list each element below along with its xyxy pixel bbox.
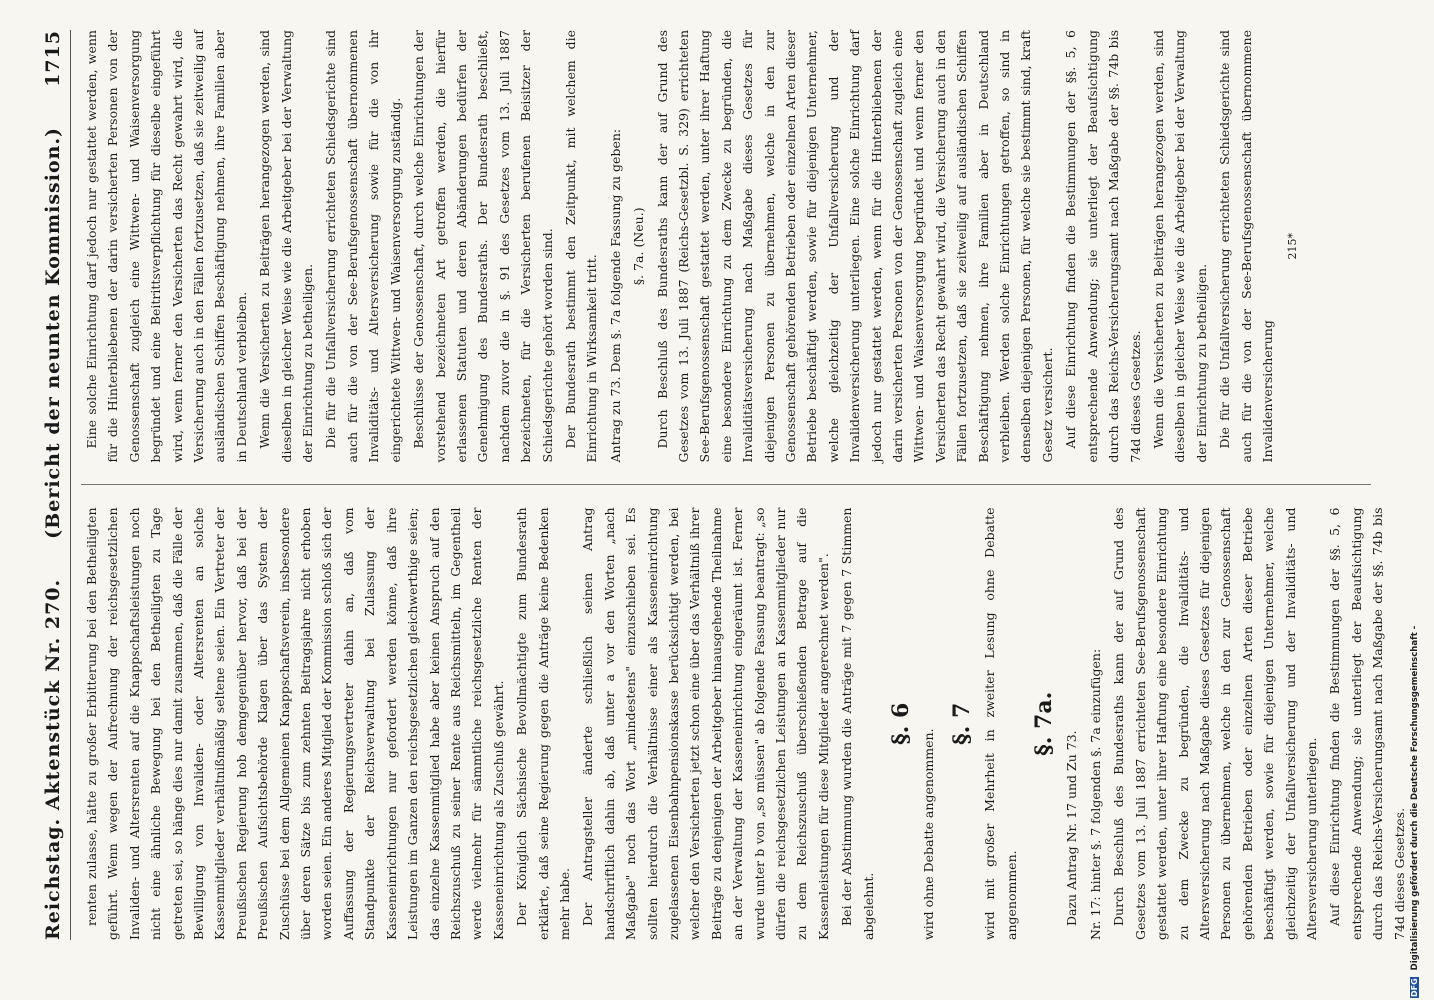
paragraph: wird ohne Debatte angenommen. <box>921 728 937 940</box>
paragraph: Durch Beschluß des Bundesraths kann der auf Grund des Gesetzes vom 13. Juli 1887 errichteten See-Berufsgenossenschaft gestattet werden, unter ihrer Haftung eine besondere Einrichtung zu dem Zwecke zu begründen, die Invaliditäts- und Altersversicherung nach Maßgabe dieses Gesetzes für diejenigen Personen zu übernehmen, welche in den zur Genossenschaft gehörenden Betrieben oder einzelnen Arten dieser Betriebe beschäftigt werden, sowie für diejenigen Unternehmer, welche gleichzeitig der Unfallversicherung und der Invaliditäts- und Altersversicherung unterliegen. <box>1111 507 1319 940</box>
paragraph: renten zulasse, hätte zu großer Erbitterung bei den Betheiligten geführt. Wenn wegen der Aufrechnung der reichsgesetzlichen Invaliden- und Altersrenten auf die Knappschaftsleistungen noch nicht eine ähnliche Bewegung bei den Betheiligten zu Tage getreten sei, so hänge dies nur damit zusammen, daß die Fälle der Bewilligung von Invaliden- oder Altersrenten an solche Kassenmitglieder verhältnißmäßig seltene seien. Ein Vertreter der Preußischen Regierung hob demgegenüber hervor, daß bei der Preußischen Aufsichtsbehörde Klagen über das System der Zuschüsse bei dem Allgemeinen Knappschaftsverein, insbesondere über deren Sätze bis zum zehnten Beitragsjahre nicht erhoben worden seien. Ein anderes Mitglied der Kommission schloß sich der Auffassung der Regierungsvertreter dahin an, daß vom Standpunkte der Reichsverwaltung bei Zulassung der Kasseneinrichtungen nur gefordert werden könne, daß ihre Leistungen im Ganzen den reichsgesetzlichen gleichwerthige seien; das einzelne Kassenmitglied habe aber keinen Anspruch auf den Reichszuschuß zu seiner Rente aus Reichsmitteln, im Gegentheil werde vielmehr für sämmtliche reichsgesetzliche Renten der Kasseneinrichtung als Zuschuß gewährt. <box>84 507 506 940</box>
column-divider <box>81 485 1371 486</box>
page-header <box>42 30 71 940</box>
paragraph: Der Antragsteller änderte schließlich seinen Antrag handschriftlich dahin ab, daß unter a vor den Worten „nach Maßgabe" noch das Wort „mindestens" einzuschieben sei. Es sollten hierdurch die Verhältnisse einer als Kasseneinrichtung zugelassenen Eisenbahnpensionskasse berücksichtigt werden, bei welcher den Versicherten jetzt schon eine über das Verhältniß ihrer Beiträge zu denjenigen der Arbeitgeber hinausgehende Theilnahme an der Verwaltung der Kasseneinrichtung eingeräumt ist. Ferner wurde unter b von „so müssen" ab folgende Fassung beantragt: „so dürfen die reichsgesetzlichen Leistungen an Kassenmitglieder nur zu dem Reichszuschuß überschießenden Betrage auf die Kassenleistungen für diese Mitglieder angerechnet werden". <box>580 507 831 940</box>
paragraph: Der Bundesrath bestimmt den Zeitpunkt, mit welchem die Einrichtung in Wirksamkeit tritt. <box>562 30 600 463</box>
section-heading-6: §. 6 <box>888 702 915 745</box>
digitization-credit <box>1410 8 1432 998</box>
paragraph: Die für die Unfallversicherung errichteten Schiedsgerichte sind auch für die von der See-Berufsgenossenschaft übernommene Invalidenversicherung <box>1217 30 1275 463</box>
paragraph: Dazu Antrag Nr. 17 und Zu 73. <box>1064 730 1080 926</box>
paragraph: Wenn die Versicherten zu Beiträgen herangezogen werden, sind dieselben in gleicher Weise wie die Arbeitgeber bei der Verwaltung der Einrichtung zu betheiligen. <box>257 30 316 463</box>
paragraph: Antrag zu 73. Dem §. 7a folgende Fassung zu geben: <box>607 128 623 463</box>
page-number: 1715 <box>42 30 64 87</box>
paragraph: Wenn die Versicherten zu Beiträgen herangezogen werden, sind dieselben in gleicher Weise wie die Arbeitgeber bei der Verwaltung der Einrichtung zu betheiligen. <box>1150 30 1209 463</box>
paragraph: Eine solche Einrichtung darf jedoch nur gestattet werden, wenn für die Hinterbliebenen der darin versicherten Personen von der Genossenschaft zugleich eine Wittwen- und Waisenversorgung begründet und eine Beitrittsverpflichtung für dieselbe eingeführt wird, wenn ferner den Versicherten das Recht gewahrt wird, die Versicherung auch in den Fällen fortzusetzen, daß sie zeitweilig auf ausländischen Schiffen Beschäftigung nehmen, ihre Familien aber in Deutschland verbleiben. <box>84 30 249 463</box>
paragraph: Auf diese Einrichtung finden die Bestimmungen der §§. 5, 6 entsprechende Anwendung; sie unterliegt der Beaufsichtigung durch das Reichs-Versicherungsamt nach Maßgabe der §§. 74b bis 74d dieses Gesetzes. <box>1063 30 1143 463</box>
header-center: (Bericht der neunten Kommission.) <box>42 126 64 539</box>
section-heading-7a-new: §. 7a. (Neu.) <box>631 207 647 286</box>
document-page <box>20 0 1407 1000</box>
section-heading-7: §. 7 <box>948 702 975 745</box>
paragraph: Nr. 17: hinter §. 7 folgenden §. 7a einzufügen: <box>1087 648 1103 940</box>
right-column <box>81 30 1371 463</box>
left-column <box>81 507 1407 941</box>
credit-text: Digitalisierung gefördert durch die Deutsche Forschungsgemeinschaft - <box>1410 625 1420 971</box>
header-left: Reichstag. Aktenstück Nr. 270. <box>42 578 64 940</box>
paragraph: Die für die Unfallversicherung errichteten Schiedsgerichte sind auch für die von der See-Berufsgenossenschaft übernommenen Invaliditäts- und Altersversicherung sowie für die von ihr eingerichtete Wittwen- und Waisenversorgung zuständig. <box>323 30 403 463</box>
paragraph: Bei der Abstimmung wurden die Anträge mit 7 gegen 7 Stimmen abgelehnt. <box>839 507 876 940</box>
paragraph: wird mit großer Mehrheit in zweiter Lesung ohne Debatte angenommen. <box>982 507 1019 940</box>
text-columns <box>81 30 1407 940</box>
paragraph: Beschlüsse der Genossenschaft, durch welche Einrichtungen der vorstehend bezeichneten Art getroffen werden, die hierfür erlassenen Statuten und deren Abänderungen bedürfen der Genehmigung des Bundesraths. Der Bundesrath beschließt, nachdem zuvor die in §. 91 des Gesetzes vom 13. Juli 1887 bezeichneten, für die Versicherten berufenen Beisitzer der Schiedsgerichte gehört worden sind. <box>411 30 555 463</box>
paragraph: Auf diese Einrichtung finden die Bestimmungen der §§. 5, 6 entsprechende Anwendung; sie unterliegt der Beaufsichtigung durch das Reichs-Versicherungsamt nach Maßgabe der §§. 74b bis 74d dieses Gesetzes. <box>1327 507 1407 940</box>
signature-mark: 215* <box>1286 233 1300 260</box>
paragraph: Durch Beschluß des Bundesraths kann der auf Grund des Gesetzes vom 13. Juli 1887 (Reichs-Gesetzbl. S. 329) errichteten See-Berufsgenossenschaft gestattet werden, unter ihrer Haftung eine besondere Einrichtung zu dem Zwecke zu begründen, die Invaliditätsversicherung nach Maßgabe dieses Gesetzes für diejenigen Personen zu übernehmen, welche in den zur Genossenschaft gehörenden Betrieben oder einzelnen Arten dieser Betriebe beschäftigt werden, sowie für diejenigen Unternehmer, welche gleichzeitig der Unfallversicherung und der Invalidenversicherung unterliegen. Eine solche Einrichtung darf jedoch nur gestattet werden, wenn für die Hinterbliebenen der darin versicherten Personen von der Genossenschaft zugleich eine Wittwen- und Waisenversorgung begründet und wenn ferner den Versicherten das Recht gewahrt wird, die Versicherung auch in den Fällen fortzusetzen, daß sie zeitweilig auf ausländischen Schiffen Beschäftigung nehmen, ihre Familien aber in Deutschland verbleiben. Werden solche Einrichtungen getroffen, so sind in denselben diejenigen Personen, für welche sie bestimmt sind, kraft Gesetz versichert. <box>654 30 1055 463</box>
paragraph: Der Königlich Sächsische Bevollmächtigte zum Bundesrath erklärte, daß seine Regierung gegen die Anträge keine Bedenken mehr habe. <box>514 507 572 940</box>
dfg-logo: DFG <box>1410 978 1419 997</box>
section-heading-7a: §. 7a. <box>1031 691 1058 756</box>
